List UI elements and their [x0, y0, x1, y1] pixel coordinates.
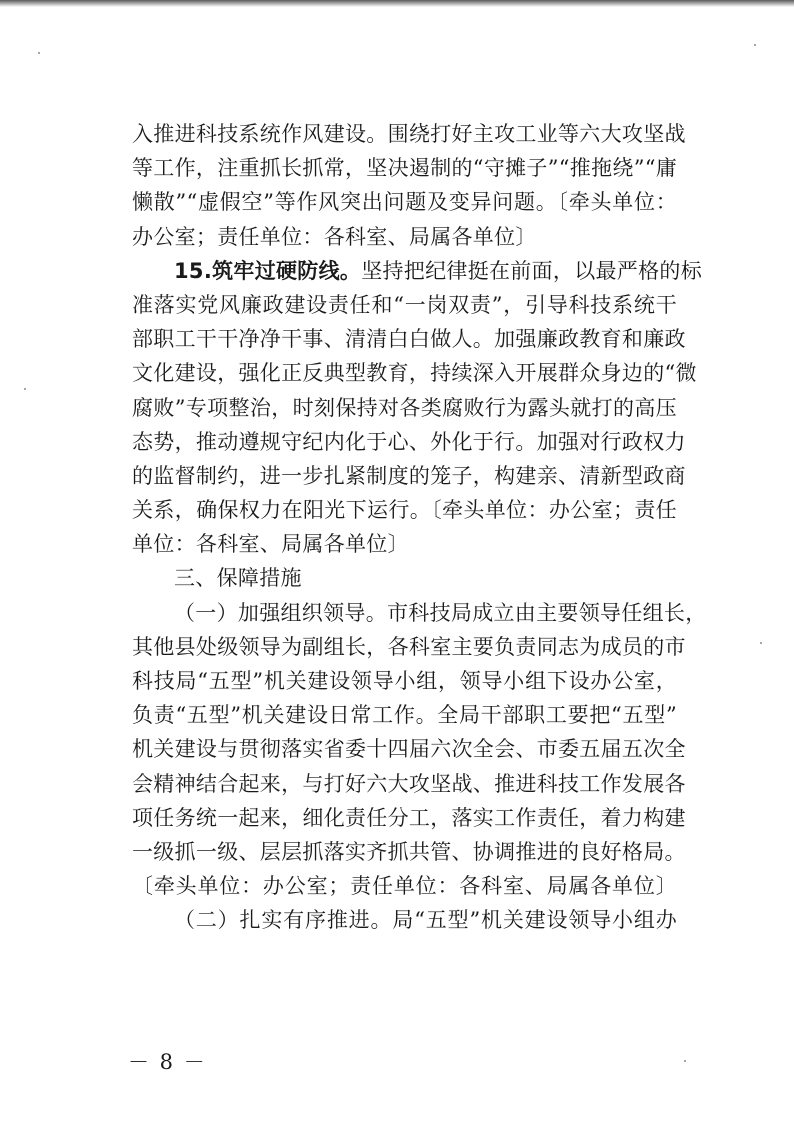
text-line: [132, 425, 686, 459]
item-title: 15.筑牢过硬防线。: [174, 258, 362, 283]
line-text: 腐败”专项整治，时刻保持对各类腐败行为露头就打的高压: [132, 395, 677, 420]
scan-speck: [38, 52, 40, 54]
line-text: 单位：各科室、局属各单位〕: [132, 532, 409, 557]
text-line: [132, 527, 677, 561]
text-line: [132, 835, 686, 869]
line-text: 负责“五型”机关建设日常工作。全局干部职工要把“五型”: [132, 703, 677, 728]
line-text: 其他县处级领导为副组长，各科室主要负责同志为成员的市: [132, 634, 686, 659]
scan-top-edge: [0, 0, 794, 7]
text-line: [132, 698, 677, 732]
line-text: 科技局“五型”机关建设领导小组，领导小组下设办公室，: [132, 669, 677, 693]
text-line: [132, 869, 677, 903]
text-line: [132, 459, 686, 493]
line-text: 准落实党风廉政建设责任和“一岗双责”，引导科技系统干: [132, 292, 677, 317]
line-text: 的监督制约，进一步扎紧制度的笼子，构建亲、清新型政商: [132, 463, 686, 488]
line-text: 懒散”“虚假空”等作风突出问题及变异问题。〔牵头单位：: [132, 190, 677, 215]
text-line: [132, 664, 677, 698]
line-text: 部职工干干净净干事、清清白白做人。加强廉政教育和廉政: [132, 327, 686, 352]
text-line: [132, 117, 686, 151]
section-heading: [132, 561, 677, 595]
text-line: [132, 391, 677, 425]
text-line: [132, 903, 677, 937]
line-text: 机关建设与贯彻落实省委十四届六次全会、市委五届五次全: [132, 737, 686, 762]
text-line: [132, 220, 677, 254]
document-body: [132, 117, 707, 938]
line-text: （二）扎实有序推进。局“五型”机关建设领导小组办: [174, 908, 677, 933]
text-line: [132, 801, 686, 835]
text-line: [132, 254, 703, 288]
scan-speck: [684, 1060, 686, 1062]
line-text: 态势，推动遵规守纪内化于心、外化于行。加强对行政权力: [132, 429, 686, 454]
line-text: 项任务统一起来，细化责任分工，落实工作责任，着力构建: [132, 805, 686, 830]
text-line: [132, 185, 677, 219]
line-text: 三、保障措施: [174, 566, 302, 591]
text-line: [132, 596, 707, 630]
text-line: [132, 151, 677, 185]
line-text: 办公室；责任单位：各科室、局属各单位〕: [132, 224, 537, 249]
line-text: 等工作，注重抓长抓常，坚决遏制的“守摊子”“推拖绕”“庸: [132, 156, 678, 181]
text-line: [132, 732, 686, 766]
text-line: [132, 322, 686, 356]
line-text: 会精神结合起来，与打好六大攻坚战、推进科技工作发展各: [132, 771, 686, 796]
scan-speck: [24, 388, 26, 390]
page-number: － 8 －: [128, 1050, 207, 1074]
line-text: 文化建设，强化正反典型教育，持续深入开展群众身边的“微: [132, 361, 697, 386]
line-text: 坚持把纪律挺在前面，以最严格的标: [361, 258, 703, 283]
scan-speck: [760, 642, 762, 644]
line-text: 关系，确保权力在阳光下运行。〔牵头单位：办公室；责任: [132, 498, 677, 523]
line-text: 一级抓一级、层层抓落实齐抓共管、协调推进的良好格局。: [132, 839, 686, 864]
text-line: [132, 288, 677, 322]
text-line: [132, 630, 686, 664]
text-line: [132, 356, 697, 390]
line-text: （一）加强组织领导。市科技局成立由主要领导任组长，: [174, 600, 707, 625]
text-line: [132, 493, 677, 527]
line-text: 入推进科技系统作风建设。围绕打好主攻工业等六大攻坚战: [132, 122, 686, 146]
line-text: 〔牵头单位：办公室；责任单位：各科室、局属各单位〕: [132, 874, 677, 899]
scan-speck: [754, 44, 756, 46]
text-line: [132, 767, 686, 801]
